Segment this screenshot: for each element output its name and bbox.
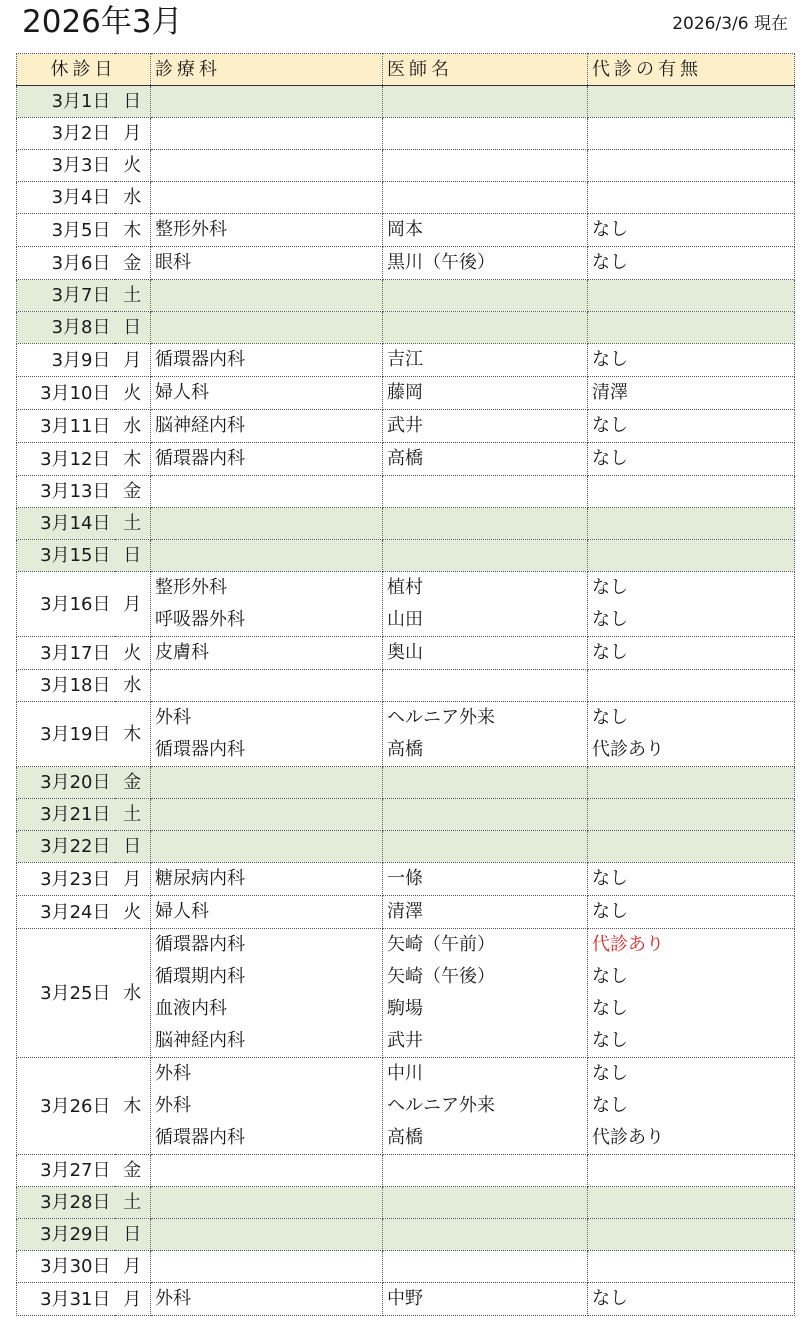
table-row xyxy=(17,896,795,929)
doctor-cell xyxy=(383,247,588,280)
substitute-entry: なし xyxy=(592,1095,628,1116)
doctor-entry: 武井 xyxy=(387,1030,423,1051)
doctor-entry: 高橋 xyxy=(387,1127,423,1148)
substitute-cell xyxy=(588,150,795,182)
dept-entry: 皮膚科 xyxy=(155,642,209,663)
substitute-entry: なし xyxy=(592,252,628,273)
dept-entry: 循環器内科 xyxy=(155,349,245,370)
weekday-cell: 土 xyxy=(115,1187,151,1219)
substitute-entry: 清澤 xyxy=(592,382,628,403)
substitute-cell xyxy=(588,799,795,831)
date-cell: 3月29日 xyxy=(17,1219,115,1251)
substitute-cell xyxy=(588,637,795,670)
weekday-cell: 水 xyxy=(115,410,151,443)
substitute-entry: なし xyxy=(592,577,628,598)
weekday-cell: 日 xyxy=(115,540,151,572)
dept-entry: 外科 xyxy=(155,1063,191,1084)
substitute-entry: なし xyxy=(592,448,628,469)
doctor-cell xyxy=(383,443,588,476)
doctor-entry: 一條 xyxy=(387,868,423,889)
dept-cell xyxy=(151,1251,383,1283)
doctor-cell xyxy=(383,863,588,896)
weekday-cell: 月 xyxy=(115,344,151,377)
table-row xyxy=(17,476,795,508)
substitute-cell xyxy=(588,1251,795,1283)
dept-entry: 循環器内科 xyxy=(155,448,245,469)
doctor-cell xyxy=(383,1155,588,1187)
weekday-cell: 金 xyxy=(115,476,151,508)
date-cell: 3月31日 xyxy=(17,1283,115,1316)
weekday-cell: 火 xyxy=(115,150,151,182)
doctor-cell xyxy=(383,1283,588,1316)
dept-cell xyxy=(151,312,383,344)
dept-cell xyxy=(151,1187,383,1219)
doctor-cell xyxy=(383,896,588,929)
dept-cell xyxy=(151,214,383,247)
date-cell: 3月12日 xyxy=(17,443,115,476)
table-row xyxy=(17,508,795,540)
doctor-cell xyxy=(383,670,588,702)
substitute-entry: なし xyxy=(592,1288,628,1309)
substitute-cell xyxy=(588,86,795,118)
doctor-cell xyxy=(383,118,588,150)
page-title: 2026年3月 xyxy=(22,4,183,40)
doctor-cell xyxy=(383,214,588,247)
dept-cell xyxy=(151,377,383,410)
dept-entry: 循環器内科 xyxy=(155,1127,245,1148)
table-row xyxy=(17,214,795,247)
dept-cell xyxy=(151,863,383,896)
doctor-cell xyxy=(383,702,588,767)
substitute-entry: なし xyxy=(592,868,628,889)
doctor-cell xyxy=(383,377,588,410)
table-row xyxy=(17,443,795,476)
doctor-entry: 高橋 xyxy=(387,448,423,469)
date-cell: 3月23日 xyxy=(17,863,115,896)
dept-entry: 外科 xyxy=(155,707,191,728)
weekday-cell: 火 xyxy=(115,637,151,670)
table-row xyxy=(17,572,795,637)
table-row xyxy=(17,831,795,863)
weekday-cell: 月 xyxy=(115,572,151,637)
date-cell: 3月3日 xyxy=(17,150,115,182)
substitute-entry: なし xyxy=(592,1030,628,1051)
doctor-cell xyxy=(383,508,588,540)
table-row xyxy=(17,637,795,670)
table-row xyxy=(17,280,795,312)
table-row xyxy=(17,377,795,410)
doctor-cell xyxy=(383,929,588,1058)
table-row xyxy=(17,702,795,767)
weekday-cell: 金 xyxy=(115,1155,151,1187)
doctor-entry: ヘルニア外来 xyxy=(387,1095,495,1116)
weekday-cell: 土 xyxy=(115,508,151,540)
dept-cell xyxy=(151,831,383,863)
table-row xyxy=(17,670,795,702)
substitute-entry: なし xyxy=(592,609,628,630)
table-row xyxy=(17,86,795,118)
weekday-cell: 日 xyxy=(115,312,151,344)
dept-cell xyxy=(151,443,383,476)
doctor-entry: 中野 xyxy=(387,1288,423,1309)
substitute-cell xyxy=(588,1283,795,1316)
doctor-entry: 武井 xyxy=(387,415,423,436)
dept-entry: 呼吸器外科 xyxy=(155,609,245,630)
doctor-cell xyxy=(383,344,588,377)
substitute-entry: なし xyxy=(592,1063,628,1084)
dept-cell xyxy=(151,410,383,443)
substitute-entry: なし xyxy=(592,966,628,987)
date-cell: 3月1日 xyxy=(17,86,115,118)
doctor-cell xyxy=(383,182,588,214)
date-cell: 3月16日 xyxy=(17,572,115,637)
doctor-cell xyxy=(383,1251,588,1283)
header-date: 休診日 xyxy=(17,54,151,86)
weekday-cell: 水 xyxy=(115,182,151,214)
substitute-entry: なし xyxy=(592,219,628,240)
doctor-cell xyxy=(383,312,588,344)
table-row xyxy=(17,247,795,280)
dept-entry: 脳神経内科 xyxy=(155,415,245,436)
date-cell: 3月7日 xyxy=(17,280,115,312)
substitute-entry: 代診あり xyxy=(592,1127,664,1148)
date-cell: 3月26日 xyxy=(17,1058,115,1155)
date-cell: 3月13日 xyxy=(17,476,115,508)
substitute-cell xyxy=(588,443,795,476)
doctor-entry: 矢崎（午前） xyxy=(387,934,495,955)
weekday-cell: 月 xyxy=(115,118,151,150)
doctor-entry: 藤岡 xyxy=(387,382,423,403)
dept-cell xyxy=(151,280,383,312)
weekday-cell: 日 xyxy=(115,831,151,863)
doctor-cell xyxy=(383,86,588,118)
dept-cell xyxy=(151,670,383,702)
doctor-entry: ヘルニア外来 xyxy=(387,707,495,728)
dept-entry: 整形外科 xyxy=(155,577,227,598)
table-row xyxy=(17,799,795,831)
table-row xyxy=(17,1155,795,1187)
date-cell: 3月15日 xyxy=(17,540,115,572)
dept-cell xyxy=(151,86,383,118)
date-cell: 3月30日 xyxy=(17,1251,115,1283)
substitute-cell xyxy=(588,1058,795,1155)
date-cell: 3月28日 xyxy=(17,1187,115,1219)
doctor-cell xyxy=(383,280,588,312)
date-cell: 3月10日 xyxy=(17,377,115,410)
table-row xyxy=(17,344,795,377)
weekday-cell: 日 xyxy=(115,1219,151,1251)
dept-cell xyxy=(151,476,383,508)
doctor-entry: 奥山 xyxy=(387,642,423,663)
substitute-entry: なし xyxy=(592,998,628,1019)
dept-entry: 循環器内科 xyxy=(155,739,245,760)
table-row xyxy=(17,863,795,896)
dept-cell xyxy=(151,1058,383,1155)
substitute-cell xyxy=(588,929,795,1058)
substitute-cell xyxy=(588,182,795,214)
dept-entry: 婦人科 xyxy=(155,901,209,922)
doctor-cell xyxy=(383,637,588,670)
table-row xyxy=(17,540,795,572)
dept-cell xyxy=(151,929,383,1058)
substitute-cell xyxy=(588,410,795,443)
dept-entry: 糖尿病内科 xyxy=(155,868,245,889)
weekday-cell: 金 xyxy=(115,247,151,280)
dept-cell xyxy=(151,508,383,540)
doctor-cell xyxy=(383,150,588,182)
dept-cell xyxy=(151,150,383,182)
weekday-cell: 木 xyxy=(115,214,151,247)
doctor-entry: 駒場 xyxy=(387,998,423,1019)
dept-cell xyxy=(151,572,383,637)
substitute-entry: 代診あり xyxy=(592,739,664,760)
dept-cell xyxy=(151,1155,383,1187)
table-row xyxy=(17,312,795,344)
doctor-entry: 中川 xyxy=(387,1063,423,1084)
substitute-cell xyxy=(588,1155,795,1187)
weekday-cell: 月 xyxy=(115,1283,151,1316)
substitute-cell xyxy=(588,247,795,280)
date-cell: 3月24日 xyxy=(17,896,115,929)
header-dept: 診療科 xyxy=(151,54,383,86)
substitute-cell xyxy=(588,312,795,344)
dept-entry: 循環期内科 xyxy=(155,966,245,987)
substitute-cell xyxy=(588,540,795,572)
substitute-entry: 代診あり xyxy=(592,934,664,955)
doctor-entry: 吉江 xyxy=(387,349,423,370)
substitute-entry: なし xyxy=(592,901,628,922)
table-row xyxy=(17,410,795,443)
dept-entry: 整形外科 xyxy=(155,219,227,240)
date-cell: 3月9日 xyxy=(17,344,115,377)
date-cell: 3月11日 xyxy=(17,410,115,443)
table-body xyxy=(17,86,795,1316)
weekday-cell: 木 xyxy=(115,702,151,767)
weekday-cell: 木 xyxy=(115,1058,151,1155)
dept-cell xyxy=(151,1283,383,1316)
doctor-entry: 植村 xyxy=(387,577,423,598)
table-row xyxy=(17,929,795,1058)
dept-cell xyxy=(151,637,383,670)
doctor-cell xyxy=(383,572,588,637)
weekday-cell: 月 xyxy=(115,1251,151,1283)
dept-entry: 血液内科 xyxy=(155,998,227,1019)
table-row xyxy=(17,118,795,150)
dept-cell xyxy=(151,118,383,150)
date-cell: 3月14日 xyxy=(17,508,115,540)
substitute-cell xyxy=(588,1187,795,1219)
weekday-cell: 水 xyxy=(115,670,151,702)
date-cell: 3月22日 xyxy=(17,831,115,863)
dept-cell xyxy=(151,182,383,214)
table-row xyxy=(17,767,795,799)
dept-cell xyxy=(151,799,383,831)
date-cell: 3月20日 xyxy=(17,767,115,799)
doctor-entry: 岡本 xyxy=(387,219,423,240)
as-of-date: 2026/3/6 現在 xyxy=(672,14,788,34)
date-cell: 3月27日 xyxy=(17,1155,115,1187)
dept-entry: 外科 xyxy=(155,1095,191,1116)
dept-cell xyxy=(151,247,383,280)
table-row xyxy=(17,1187,795,1219)
date-cell: 3月18日 xyxy=(17,670,115,702)
doctor-entry: 高橋 xyxy=(387,739,423,760)
doctor-entry: 清澤 xyxy=(387,901,423,922)
substitute-entry: なし xyxy=(592,707,628,728)
doctor-cell xyxy=(383,1187,588,1219)
substitute-cell xyxy=(588,476,795,508)
substitute-cell xyxy=(588,344,795,377)
doctor-cell xyxy=(383,476,588,508)
doctor-entry: 山田 xyxy=(387,609,423,630)
date-cell: 3月6日 xyxy=(17,247,115,280)
substitute-cell xyxy=(588,896,795,929)
date-cell: 3月19日 xyxy=(17,702,115,767)
date-cell: 3月17日 xyxy=(17,637,115,670)
weekday-cell: 月 xyxy=(115,863,151,896)
substitute-cell xyxy=(588,280,795,312)
doctor-cell xyxy=(383,767,588,799)
doctor-cell xyxy=(383,540,588,572)
doctor-cell xyxy=(383,831,588,863)
substitute-cell xyxy=(588,118,795,150)
substitute-cell xyxy=(588,831,795,863)
substitute-cell xyxy=(588,1219,795,1251)
substitute-cell xyxy=(588,702,795,767)
substitute-cell xyxy=(588,377,795,410)
table-row xyxy=(17,1283,795,1316)
weekday-cell: 土 xyxy=(115,799,151,831)
dept-cell xyxy=(151,767,383,799)
dept-cell xyxy=(151,540,383,572)
date-cell: 3月5日 xyxy=(17,214,115,247)
weekday-cell: 木 xyxy=(115,443,151,476)
date-cell: 3月2日 xyxy=(17,118,115,150)
header-substitute: 代診の有無 xyxy=(588,54,795,86)
weekday-cell: 日 xyxy=(115,86,151,118)
substitute-cell xyxy=(588,508,795,540)
dept-entry: 脳神経内科 xyxy=(155,1030,245,1051)
substitute-cell xyxy=(588,214,795,247)
dept-cell xyxy=(151,1219,383,1251)
doctor-cell xyxy=(383,410,588,443)
weekday-cell: 火 xyxy=(115,896,151,929)
date-cell: 3月8日 xyxy=(17,312,115,344)
dept-entry: 眼科 xyxy=(155,252,191,273)
date-cell: 3月4日 xyxy=(17,182,115,214)
weekday-cell: 金 xyxy=(115,767,151,799)
table-row xyxy=(17,1219,795,1251)
doctor-cell xyxy=(383,799,588,831)
table-row xyxy=(17,150,795,182)
substitute-entry: なし xyxy=(592,415,628,436)
table-row xyxy=(17,1058,795,1155)
dept-entry: 循環器内科 xyxy=(155,934,245,955)
dept-cell xyxy=(151,702,383,767)
dept-cell xyxy=(151,344,383,377)
doctor-cell xyxy=(383,1219,588,1251)
table-row xyxy=(17,1251,795,1283)
closure-schedule-table xyxy=(16,53,795,1316)
dept-entry: 婦人科 xyxy=(155,382,209,403)
substitute-entry: なし xyxy=(592,642,628,663)
weekday-cell: 土 xyxy=(115,280,151,312)
dept-entry: 外科 xyxy=(155,1288,191,1309)
substitute-cell xyxy=(588,670,795,702)
table-header xyxy=(17,54,795,86)
substitute-entry: なし xyxy=(592,349,628,370)
doctor-entry: 矢崎（午後） xyxy=(387,966,495,987)
weekday-cell: 水 xyxy=(115,929,151,1058)
substitute-cell xyxy=(588,767,795,799)
doctor-cell xyxy=(383,1058,588,1155)
table-row xyxy=(17,182,795,214)
substitute-cell xyxy=(588,572,795,637)
dept-cell xyxy=(151,896,383,929)
doctor-entry: 黒川（午後） xyxy=(387,252,495,273)
substitute-cell xyxy=(588,863,795,896)
date-cell: 3月21日 xyxy=(17,799,115,831)
header-doctor: 医師名 xyxy=(383,54,588,86)
date-cell: 3月25日 xyxy=(17,929,115,1058)
weekday-cell: 火 xyxy=(115,377,151,410)
